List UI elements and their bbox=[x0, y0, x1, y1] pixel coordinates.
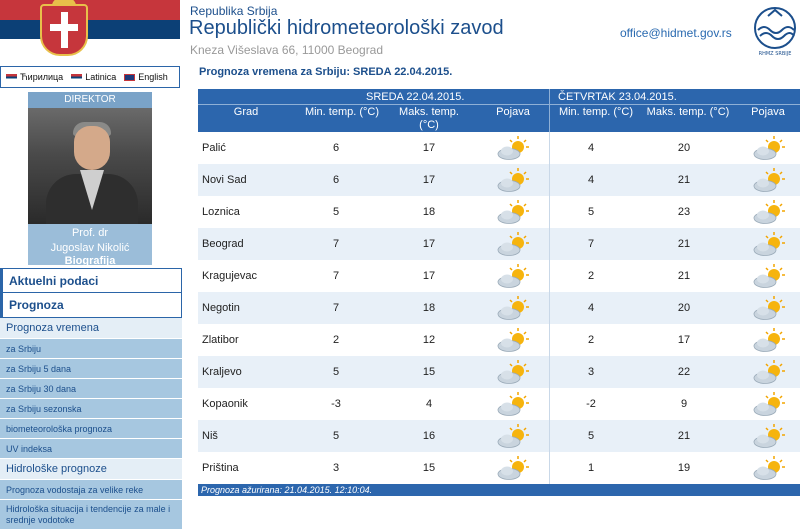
table-header bbox=[198, 89, 800, 132]
uk-flag-icon bbox=[124, 74, 135, 81]
min-temp-day1: 7 bbox=[332, 238, 340, 250]
coat-of-arms-icon bbox=[40, 4, 88, 56]
city-name: Kopaonik bbox=[202, 398, 248, 410]
table-row bbox=[198, 356, 800, 388]
lang-cyrillic[interactable]: Ћирилица bbox=[6, 72, 63, 82]
director-panel bbox=[28, 92, 152, 265]
col-phen1: Pojava bbox=[496, 106, 530, 118]
partly-cloudy-icon bbox=[496, 359, 530, 385]
city-name: Novi Sad bbox=[202, 174, 247, 186]
director-photo bbox=[28, 108, 152, 224]
language-selector bbox=[0, 66, 180, 88]
min-temp-day2: 4 bbox=[587, 174, 595, 186]
max-temp-day2: 22 bbox=[677, 366, 691, 378]
biography-link[interactable]: Biografija bbox=[64, 255, 116, 267]
max-temp-day1: 15 bbox=[422, 462, 436, 474]
table-row bbox=[198, 164, 800, 196]
partly-cloudy-icon bbox=[752, 231, 786, 257]
city-name: Priština bbox=[202, 462, 239, 474]
max-temp-day2: 9 bbox=[680, 398, 688, 410]
sidebar-item-hidroloske[interactable]: Hidrološke prognoze bbox=[0, 459, 182, 480]
min-temp-day2: 2 bbox=[587, 334, 595, 346]
min-temp-day2: 2 bbox=[587, 270, 595, 282]
city-name: Kraljevo bbox=[202, 366, 242, 378]
partly-cloudy-icon bbox=[752, 135, 786, 161]
partly-cloudy-icon bbox=[496, 423, 530, 449]
max-temp-day2: 20 bbox=[677, 302, 691, 314]
forecast-table bbox=[198, 89, 800, 496]
max-temp-day2: 19 bbox=[677, 462, 691, 474]
col-phen2: Pojava bbox=[751, 106, 785, 118]
partly-cloudy-icon bbox=[496, 199, 530, 225]
table-row bbox=[198, 388, 800, 420]
partly-cloudy-icon bbox=[496, 391, 530, 417]
col-min1: Min. temp. (°C) bbox=[304, 106, 380, 118]
table-row bbox=[198, 132, 800, 164]
max-temp-day2: 21 bbox=[677, 270, 691, 282]
table-row bbox=[198, 420, 800, 452]
min-temp-day2: 5 bbox=[587, 430, 595, 442]
max-temp-day1: 15 bbox=[422, 366, 436, 378]
partly-cloudy-icon bbox=[752, 327, 786, 353]
serbian-flag-icon bbox=[6, 74, 17, 81]
sidebar-item-prognoza[interactable]: Prognoza bbox=[0, 293, 182, 318]
partly-cloudy-icon bbox=[496, 167, 530, 193]
partly-cloudy-icon bbox=[752, 423, 786, 449]
table-row bbox=[198, 228, 800, 260]
partly-cloudy-icon bbox=[496, 231, 530, 257]
sidebar-item-vodostaj[interactable]: Prognoza vodostaja za velike reke bbox=[0, 480, 182, 500]
min-temp-day2: 4 bbox=[587, 302, 595, 314]
min-temp-day2: 3 bbox=[587, 366, 595, 378]
city-name: Beograd bbox=[202, 238, 244, 250]
sidebar-item-za-srbiju[interactable]: za Srbiju bbox=[0, 339, 182, 359]
min-temp-day1: 6 bbox=[332, 142, 340, 154]
header-subtitle: Republika Srbija bbox=[190, 4, 278, 18]
sidebar-item-aktuelni[interactable]: Aktuelni podaci bbox=[0, 268, 182, 293]
sidebar-item-sezonska[interactable]: za Srbiju sezonska bbox=[0, 399, 182, 419]
min-temp-day1: 3 bbox=[332, 462, 340, 474]
email-link[interactable]: office@hidmet.gov.rs bbox=[620, 26, 732, 40]
lang-latin[interactable]: Latinica bbox=[71, 72, 116, 82]
max-temp-day2: 21 bbox=[677, 430, 691, 442]
partly-cloudy-icon bbox=[496, 295, 530, 321]
min-temp-day1: -3 bbox=[331, 398, 341, 410]
max-temp-day1: 18 bbox=[422, 302, 436, 314]
city-name: Negotin bbox=[202, 302, 240, 314]
min-temp-day1: 5 bbox=[332, 430, 340, 442]
max-temp-day1: 17 bbox=[422, 270, 436, 282]
col-min2: Min. temp. (°C) bbox=[558, 106, 634, 118]
table-row bbox=[198, 260, 800, 292]
min-temp-day1: 2 bbox=[332, 334, 340, 346]
serbian-flag-logo bbox=[0, 0, 180, 58]
sidebar-item-biometeo[interactable]: biometeorološka prognoza bbox=[0, 419, 182, 439]
max-temp-day1: 18 bbox=[422, 206, 436, 218]
header-title[interactable]: Republički hidrometeorološki zavod bbox=[189, 17, 504, 39]
max-temp-day2: 21 bbox=[677, 238, 691, 250]
col-city: Grad bbox=[233, 106, 259, 118]
max-temp-day1: 16 bbox=[422, 430, 436, 442]
max-temp-day2: 23 bbox=[677, 206, 691, 218]
sidebar-item-5-dana[interactable]: za Srbiju 5 dana bbox=[0, 359, 182, 379]
director-title: Prof. dr bbox=[71, 227, 109, 239]
sidebar-menu bbox=[0, 268, 182, 530]
page-title: Prognoza vremena za Srbiju: SREDA 22.04.2015. bbox=[199, 66, 453, 78]
partly-cloudy-icon bbox=[752, 167, 786, 193]
director-heading: DIREKTOR bbox=[28, 92, 152, 108]
logo-text: RHMZ SRBIJE bbox=[758, 51, 792, 56]
day1-label: SREDA 22.04.2015. bbox=[366, 91, 465, 103]
city-name: Loznica bbox=[202, 206, 240, 218]
max-temp-day1: 17 bbox=[422, 174, 436, 186]
city-name: Zlatibor bbox=[202, 334, 239, 346]
director-name: Jugoslav Nikolić bbox=[50, 242, 130, 254]
min-temp-day1: 5 bbox=[332, 366, 340, 378]
min-temp-day2: 7 bbox=[587, 238, 595, 250]
table-row bbox=[198, 292, 800, 324]
serbian-flag-icon bbox=[71, 74, 82, 81]
table-row bbox=[198, 324, 800, 356]
table-row bbox=[198, 196, 800, 228]
partly-cloudy-icon bbox=[496, 327, 530, 353]
max-temp-day1: 17 bbox=[422, 142, 436, 154]
city-name: Niš bbox=[202, 430, 218, 442]
partly-cloudy-icon bbox=[752, 359, 786, 385]
sidebar-item-30-dana[interactable]: za Srbiju 30 dana bbox=[0, 379, 182, 399]
partly-cloudy-icon bbox=[496, 135, 530, 161]
sidebar-item-uv[interactable]: UV indeksa bbox=[0, 439, 182, 459]
min-temp-day2: 5 bbox=[587, 206, 595, 218]
update-footer: Prognoza ažurirana: 21.04.2015. 12:10:04. bbox=[198, 484, 800, 496]
sidebar-item-hidro-situacija[interactable]: Hidrološka situacija i tendencije za male i srednje vodotoke bbox=[0, 500, 182, 530]
city-name: Kragujevac bbox=[202, 270, 258, 282]
max-temp-day2: 17 bbox=[677, 334, 691, 346]
city-name: Palić bbox=[202, 142, 226, 154]
min-temp-day2: -2 bbox=[586, 398, 596, 410]
partly-cloudy-icon bbox=[752, 295, 786, 321]
min-temp-day1: 5 bbox=[332, 206, 340, 218]
partly-cloudy-icon bbox=[496, 263, 530, 289]
col-max1: Maks. temp. (°C) bbox=[399, 106, 459, 131]
max-temp-day2: 20 bbox=[677, 142, 691, 154]
rhmz-logo[interactable] bbox=[750, 4, 800, 56]
lang-english[interactable]: English bbox=[124, 72, 168, 82]
min-temp-day1: 6 bbox=[332, 174, 340, 186]
min-temp-day2: 1 bbox=[587, 462, 595, 474]
min-temp-day2: 4 bbox=[587, 142, 595, 154]
max-temp-day1: 4 bbox=[425, 398, 433, 410]
partly-cloudy-icon bbox=[752, 199, 786, 225]
max-temp-day1: 12 bbox=[422, 334, 436, 346]
partly-cloudy-icon bbox=[496, 455, 530, 481]
min-temp-day1: 7 bbox=[332, 270, 340, 282]
table-row bbox=[198, 452, 800, 484]
partly-cloudy-icon bbox=[752, 391, 786, 417]
col-max2: Maks. temp. (°C) bbox=[646, 106, 730, 118]
day2-label: ČETVRTAK 23.04.2015. bbox=[558, 91, 677, 103]
sidebar-item-prognoza-vremena[interactable]: Prognoza vremena bbox=[0, 318, 182, 339]
max-temp-day1: 17 bbox=[422, 238, 436, 250]
partly-cloudy-icon bbox=[752, 263, 786, 289]
max-temp-day2: 21 bbox=[677, 174, 691, 186]
header-address: Kneza Višeslava 66, 11000 Beograd bbox=[190, 43, 384, 57]
min-temp-day1: 7 bbox=[332, 302, 340, 314]
partly-cloudy-icon bbox=[752, 455, 786, 481]
